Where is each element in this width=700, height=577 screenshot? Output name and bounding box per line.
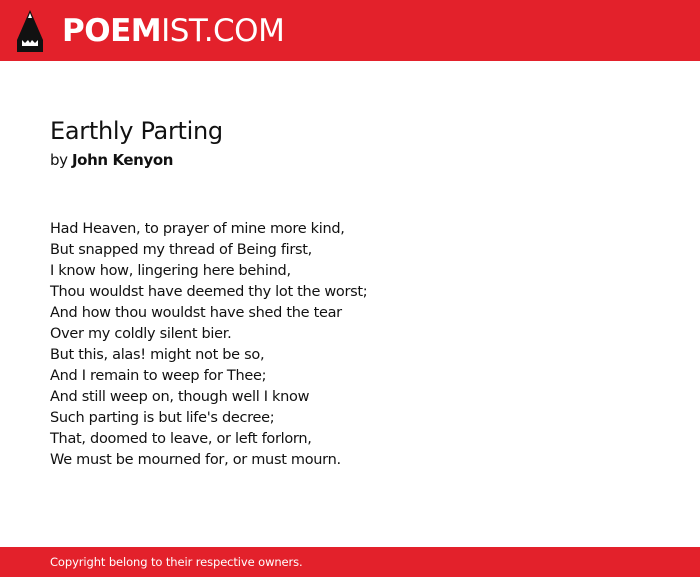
- poem-line: That, doomed to leave, or left forlorn,: [50, 431, 312, 447]
- poem-line: But this, alas! might not be so,: [50, 347, 265, 363]
- poem-line: And how thou wouldst have shed the tear: [50, 305, 342, 321]
- pencil-icon: [17, 10, 43, 52]
- site-logo-text: [62, 11, 284, 51]
- by-label: by: [50, 151, 68, 169]
- copyright-text: Copyright belong to their respective owners.: [50, 555, 303, 569]
- logo-bold-text: POEM: [62, 13, 162, 49]
- logo-light-text: IST.COM: [161, 13, 285, 49]
- poem-line: And I remain to weep for Thee;: [50, 368, 267, 384]
- poem-header: [50, 114, 650, 170]
- site-logo-link[interactable]: [0, 0, 285, 61]
- poem-body: [50, 219, 650, 471]
- poem-line: We must be mourned for, or must mourn.: [50, 452, 341, 468]
- poem-line: Had Heaven, to prayer of mine more kind,: [50, 221, 345, 237]
- poem-line: Over my coldly silent bier.: [50, 326, 232, 342]
- author-link[interactable]: John Kenyon: [71, 151, 174, 169]
- poem-line: And still weep on, though well I know: [50, 389, 310, 405]
- site-footer: [0, 547, 700, 577]
- poem-line: Thou wouldst have deemed thy lot the worst;: [50, 284, 368, 300]
- site-header: [0, 0, 700, 61]
- poem-byline: [50, 150, 650, 170]
- poem-title: Earthly Parting: [50, 117, 223, 145]
- poem-line: But snapped my thread of Being first,: [50, 242, 312, 258]
- poem-line: I know how, lingering here behind,: [50, 263, 291, 279]
- poem-line: Such parting is but life's decree;: [50, 410, 275, 426]
